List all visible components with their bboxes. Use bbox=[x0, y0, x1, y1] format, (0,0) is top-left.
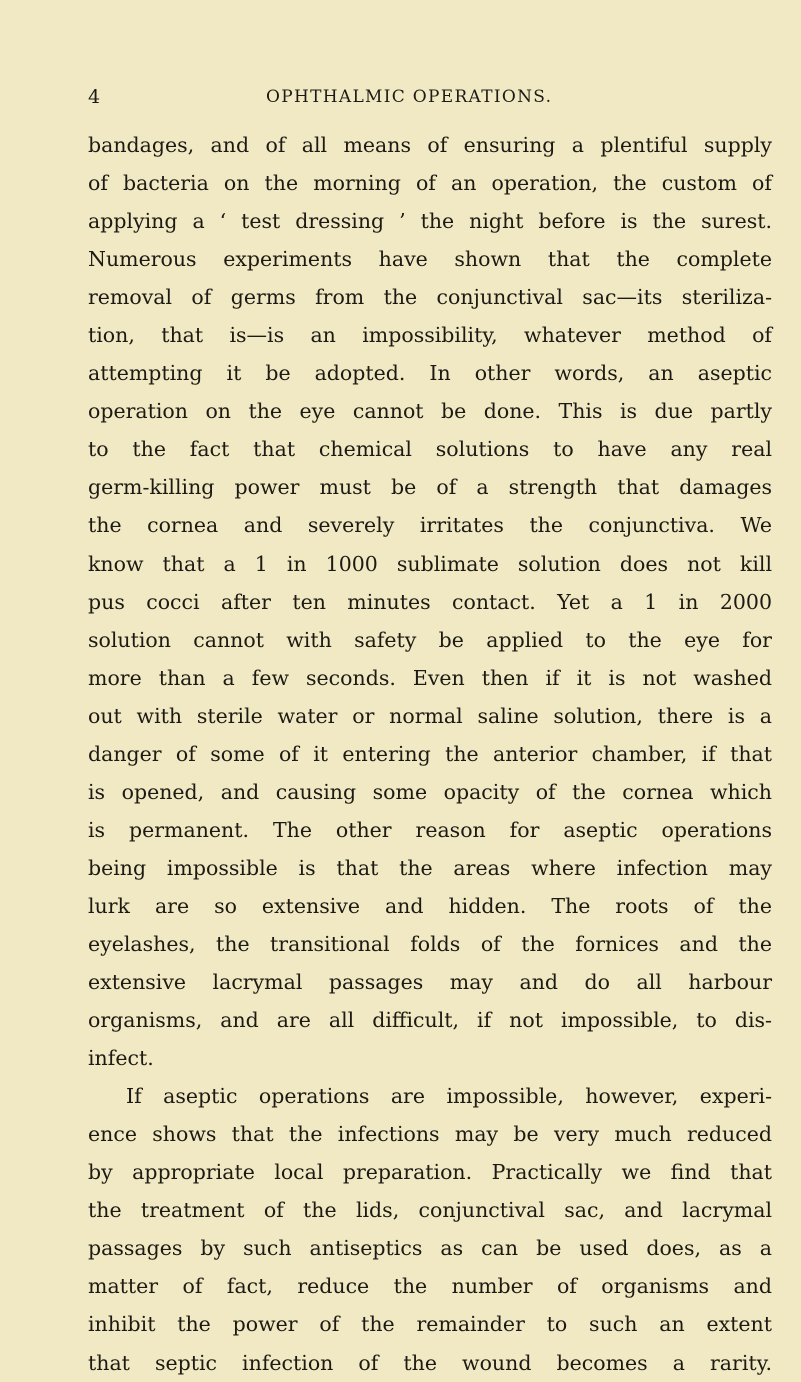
page-header bbox=[88, 86, 768, 116]
text-line: danger of some of it entering the anterior chamber, if that bbox=[88, 741, 772, 766]
text-line: by appropriate local preparation. Practically we find that bbox=[88, 1160, 772, 1185]
text-line: operation on the eye cannot be done. This is due partly bbox=[88, 399, 772, 424]
text-line: infect. bbox=[88, 1046, 154, 1071]
body-text bbox=[88, 126, 772, 1382]
text-line: eyelashes, the transitional folds of the fornices and the bbox=[88, 931, 772, 956]
text-line: germ-killing power must be of a strength that damages bbox=[88, 475, 772, 500]
text-line: know that a 1 in 1000 sublimate solution does not kill bbox=[88, 551, 772, 576]
text-line: the cornea and severely irritates the conjunctiva. We bbox=[88, 513, 772, 538]
text-line: out with sterile water or normal saline solution, there is a bbox=[88, 703, 772, 728]
text-line: lurk are so extensive and hidden. The roots of the bbox=[88, 893, 772, 918]
text-line: If aseptic operations are impossible, however, experi- bbox=[126, 1084, 772, 1109]
text-line: extensive lacrymal passages may and do all harbour bbox=[88, 970, 772, 995]
text-line: is permanent. The other reason for aseptic operations bbox=[88, 817, 772, 842]
text-line: solution cannot with safety be applied to the eye for bbox=[88, 627, 772, 652]
text-line: bandages, and of all means of ensuring a plentiful supply bbox=[88, 133, 772, 157]
text-line: removal of germs from the conjunctival sac—its steriliza- bbox=[88, 285, 772, 310]
text-line: organisms, and are all difficult, if not impossible, to dis- bbox=[88, 1008, 772, 1033]
text-line: passages by such antiseptics as can be used does, as a bbox=[88, 1236, 772, 1261]
text-line: the treatment of the lids, conjunctival sac, and lacrymal bbox=[88, 1198, 772, 1223]
text-line: matter of fact, reduce the number of organisms and bbox=[88, 1274, 772, 1299]
text-line: inhibit the power of the remainder to such an extent bbox=[88, 1312, 772, 1337]
text-line: more than a few seconds. Even then if it is not washed bbox=[88, 665, 772, 690]
text-line: that septic infection of the wound becomes a rarity. bbox=[88, 1350, 772, 1375]
running-head: OPHTHALMIC OPERATIONS. bbox=[266, 87, 553, 107]
text-line: pus cocci after ten minutes contact. Yet a 1 in 2000 bbox=[88, 589, 772, 614]
text-line: tion, that is—is an impossibility, whatever method of bbox=[88, 323, 772, 348]
text-line: applying a ‘ test dressing ’ the night before is the surest. bbox=[88, 209, 772, 234]
text-line: to the fact that chemical solutions to have any real bbox=[88, 437, 772, 462]
page-number: 4 bbox=[88, 86, 101, 108]
text-line: attempting it be adopted. In other words, an aseptic bbox=[88, 361, 772, 386]
text-line: ence shows that the infections may be very much reduced bbox=[88, 1122, 772, 1147]
text-line: Numerous experiments have shown that the complete bbox=[88, 247, 772, 272]
text-line: being impossible is that the areas where infection may bbox=[88, 855, 772, 880]
text-line: is opened, and causing some opacity of the cornea which bbox=[88, 779, 772, 804]
text-line: of bacteria on the morning of an operation, the custom of bbox=[88, 171, 772, 196]
